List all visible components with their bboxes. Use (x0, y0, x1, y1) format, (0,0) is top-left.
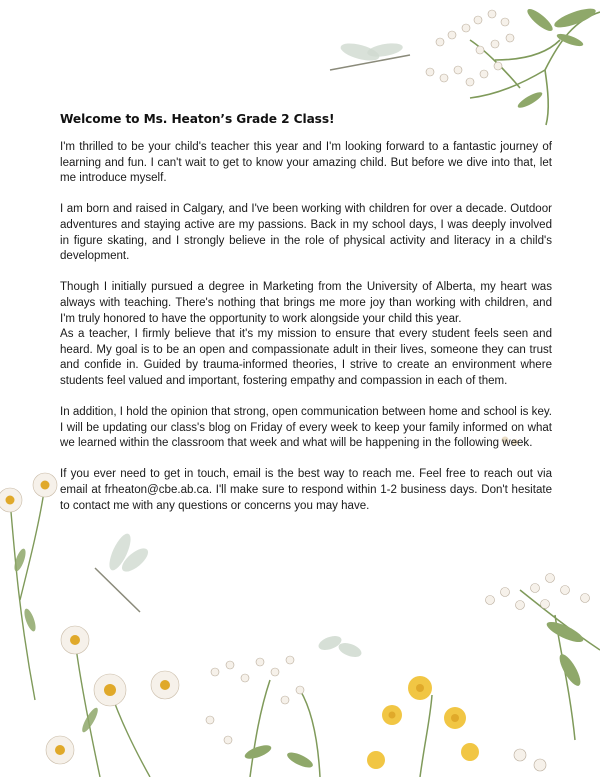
paragraph-communication: In addition, I hold the opinion that strong, open communication between home and school is key. I will be updating our class's blog on Friday of every week to keep your family informed on what we learned within the classroom that week and what will be happening in the following week. (60, 406, 552, 450)
top-right-leaves (516, 5, 598, 111)
top-right-blossoms (426, 10, 514, 86)
dragonfly-top (330, 40, 410, 70)
letter-body (60, 112, 552, 530)
paragraph-teaching-philosophy: As a teacher, I firmly believe that it's my mission to ensure that every student feels seen and heard. My goal is to be an open and compassionate adult in their lives, someone they can trust and confide in. Guided by trauma-informed theories, I strive to create an environment where students feel valued and important, fostering empathy and compassion in each of them. (60, 328, 552, 387)
paragraph-education: Though I initially pursued a degree in Marketing from the University of Alberta, my heart was always with teaching. There's nothing that brings me more joy than working with children, and I'm truly honored to have the opportunity to work alongside your child this year. (60, 281, 552, 325)
bottom-center-blossoms (206, 656, 320, 777)
yellow-flowers (367, 676, 479, 777)
paragraph-contact: If you ever need to get in touch, email is the best way to reach me. Feel free to reach out via email at frheaton@cbe.ab.ca. I'll make sure to respond within 1-2 business days. Don't hesitate to contact me with any questions or concerns you may have. (60, 468, 552, 512)
paragraph-background: I am born and raised in Calgary, and I've been working with children for over a decade. Outdoor adventures and staying active are my passions. Back in my school days, I was deeply involved in figure skating, and I strongly believe in the role of physical activity and literacy in a child's development. (60, 203, 552, 263)
moth-bottom (317, 633, 364, 659)
paragraph-intro: I'm thrilled to be your child's teacher this year and I'm looking forward to a fantastic journey of learning and fun. I can't wait to get to know your amazing child. But before we dive into that, let me introduce myself. (60, 141, 552, 185)
top-right-flowers (470, 12, 600, 125)
letter-title: Welcome to Ms. Heaton’s Grade 2 Class! (60, 112, 335, 126)
dragonfly-left (95, 531, 152, 612)
